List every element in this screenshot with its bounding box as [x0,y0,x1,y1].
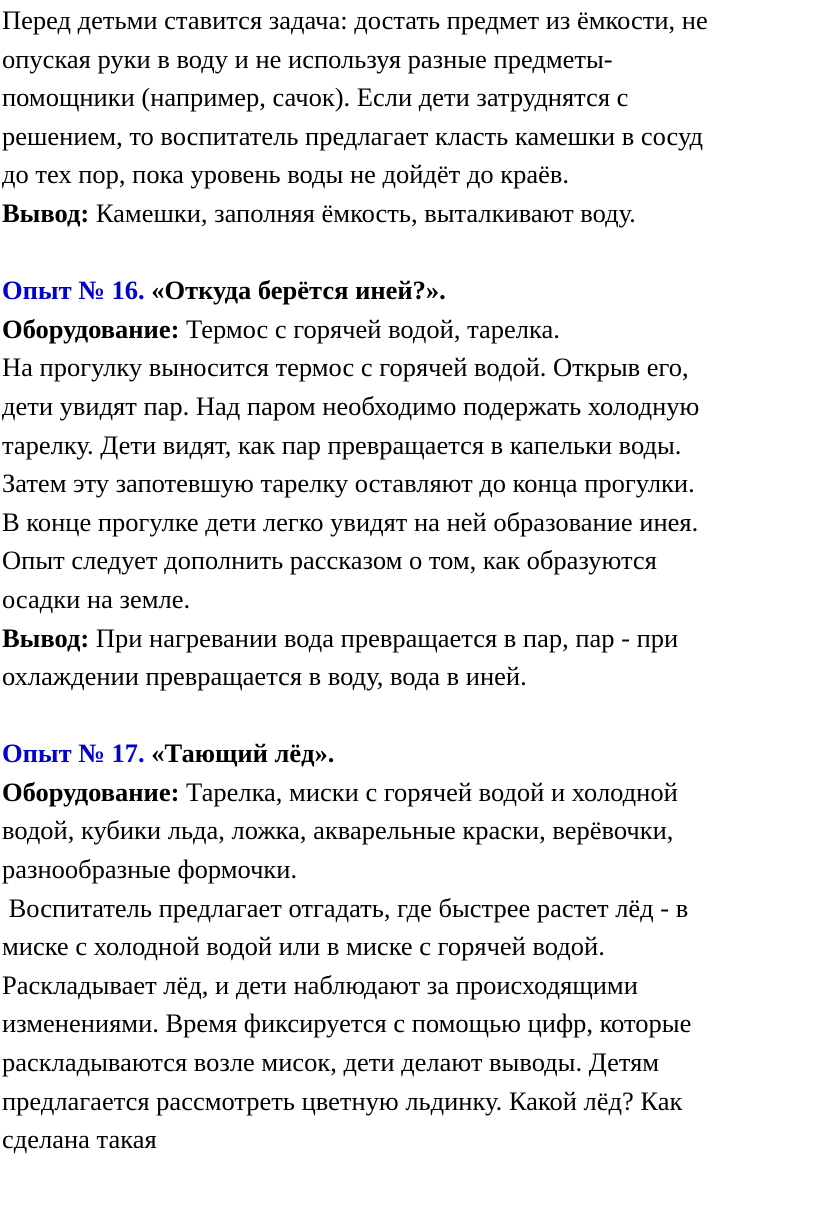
experiment-number: Опыт № 16. [2,275,145,306]
text-line: решением, то воспитатель предлагает класть камешки в сосуд [2,120,704,151]
text-line: изменениями. Время фиксируется с помощью цифр, которые [2,1008,692,1039]
text-line: до тех пор, пока уровень воды не дойдёт до краёв. [2,159,570,190]
text-line: тарелку. Дети видят, как пар превращается в капельки воды. [2,429,682,460]
text-line: Перед детьми ставится задача: достать предмет из ёмкости, не [2,5,708,35]
conclusion-text: Камешки, заполняя ёмкость, выталкивают воду. [89,197,636,228]
text-line: дети увидят пар. Над паром необходимо подержать холодную [2,390,700,421]
experiment-16-heading [2,271,816,310]
text-line: охлаждении превращается в воду, вода в иней. [2,661,527,692]
text-line: осадки на земле. [2,583,191,614]
text-line: сделана такая [2,1124,157,1155]
text-line: миске с холодной водой или в миске с горячей водой. [2,931,605,962]
text-line: Раскладывает лёд, и дети наблюдают за происходящими [2,969,638,1000]
experiment-17-heading [2,734,816,773]
text-line: В конце прогулке дети легко увидят на ней образование инея. [2,506,699,537]
experiment-17-equipment [2,773,816,812]
equipment-label: Оборудование: [2,313,180,344]
intro-conclusion [2,194,816,233]
experiment-title: «Откуда берётся иней?». [144,275,446,306]
equipment-label: Оборудование: [2,776,180,807]
text-line: опуская руки в воду и не используя разные предметы- [2,43,613,74]
conclusion-label: Вывод: [2,622,90,653]
text-line: На прогулку выносится термос с горячей водой. Открыв его, [2,352,689,383]
experiment-16-conclusion [2,619,816,658]
text-line: Опыт следует дополнить рассказом о том, как образуются [2,545,657,576]
equipment-text: Тарелка, миски с горячей водой и холодной [179,776,678,807]
experiment-title: «Тающий лёд». [144,738,335,769]
conclusion-text: При нагревании вода превращается в пар, пар - при [89,622,679,653]
paragraph-spacer [2,696,816,735]
text-line: предлагается рассмотреть цветную льдинку. Какой лёд? Как [2,1085,683,1116]
experiment-number: Опыт № 17. [2,738,145,769]
text-line: Воспитатель предлагает отгадать, где быстрее растет лёд - в [2,892,689,923]
text-line: Затем эту запотевшую тарелку оставляют до конца прогулки. [2,468,695,499]
conclusion-label: Вывод: [2,197,90,228]
text-line: разнообразные формочки. [2,854,298,885]
text-line: водой, кубики льда, ложка, акварельные краски, верёвочки, [2,815,674,846]
text-line: раскладываются возле мисок, дети делают выводы. Детям [2,1047,660,1078]
equipment-text: Термос с горячей водой, тарелка. [179,313,560,344]
paragraph-spacer [2,233,816,272]
text-line: помощники (например, сачок). Если дети затруднятся с [2,82,629,113]
experiment-16-equipment [2,310,816,349]
